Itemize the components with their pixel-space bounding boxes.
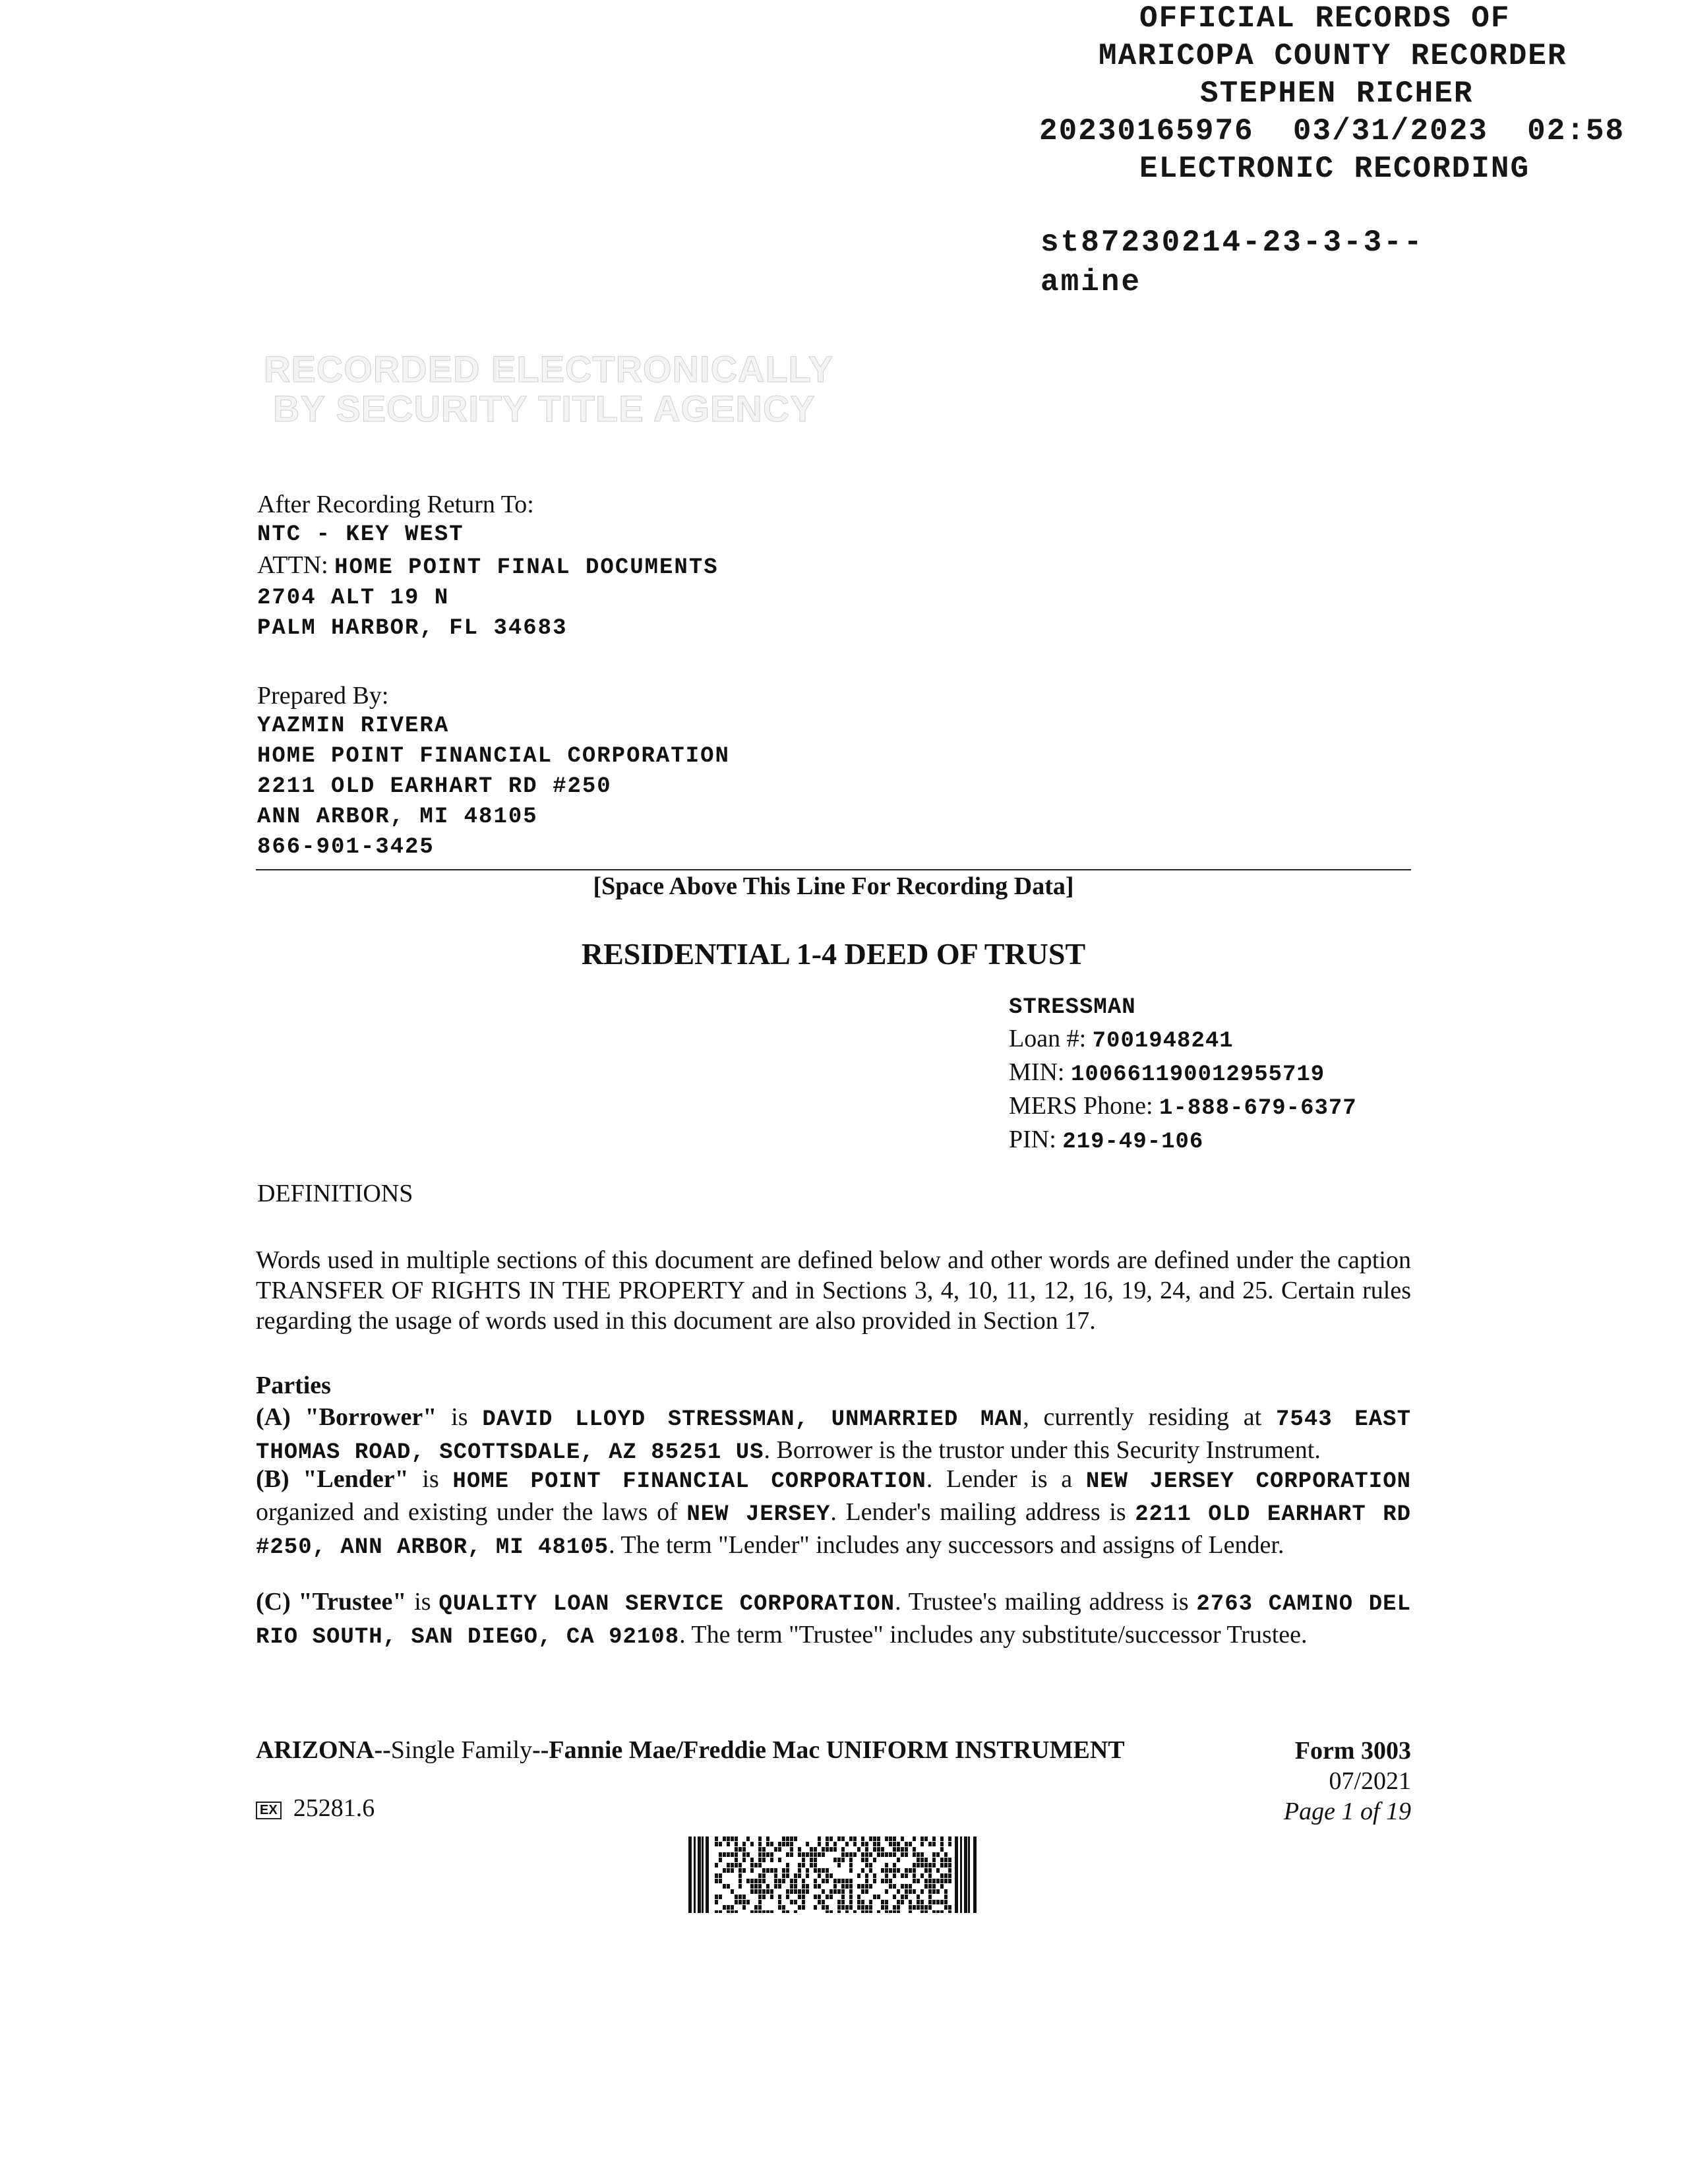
form-date: 07/2021 [1329, 1767, 1411, 1795]
text: -- [532, 1736, 549, 1764]
recording-header-line: MARICOPA COUNTY RECORDER [1099, 39, 1567, 73]
text: . Lender's mailing address is [830, 1498, 1135, 1526]
preparer-city-state-zip: ANN ARBOR, MI 48105 [257, 804, 538, 830]
page-number: Page 1 of 19 [1283, 1798, 1411, 1825]
attn-value: HOME POINT FINAL DOCUMENTS [334, 555, 719, 580]
lender-address: 2211 OLD EARHART RD #250, ANN ARBOR, MI 48105 [256, 1502, 1412, 1560]
text: organized and existing under the laws of [256, 1498, 687, 1526]
footer-family: Single Family [390, 1736, 533, 1764]
preparer-name: YAZMIN RIVERA [257, 713, 450, 739]
document-title: RESIDENTIAL 1-4 DEED OF TRUST [581, 937, 1086, 971]
text: . The term "Lender" includes any successors and assigns of Lender. [609, 1531, 1284, 1559]
document-id-line: st87230214-23-3-3-- [1040, 226, 1424, 260]
footer-form-title [256, 1736, 1125, 1765]
recording-number-line: 20230165976 03/31/2023 02:58 [1039, 114, 1625, 148]
loan-info-block [1009, 992, 1357, 1158]
lender-entity-type: NEW JERSEY CORPORATION [1085, 1469, 1412, 1494]
footer-instrument: Fannie Mae/Freddie Mac UNIFORM INSTRUMENT [549, 1736, 1125, 1764]
text: is [437, 1403, 483, 1431]
form-number: Form 3003 [1294, 1737, 1411, 1765]
parties-heading: Parties [256, 1372, 331, 1399]
prepared-by-block [257, 681, 730, 863]
borrower-name: DAVID LLOYD STRESSMAN, UNMARRIED MAN [482, 1407, 1023, 1432]
text: is [408, 1465, 453, 1493]
pin-number: 219-49-106 [1062, 1130, 1204, 1155]
space-above-label: [Space Above This Line For Recording Data] [593, 872, 1074, 900]
loan-number: 7001948241 [1092, 1029, 1234, 1054]
preparer-address: 2211 OLD EARHART RD #250 [257, 774, 612, 799]
min-label: MIN: [1009, 1058, 1071, 1086]
recording-header [1029, 0, 1662, 188]
footer-code: 25281.6 [293, 1794, 375, 1822]
return-to-name: NTC - KEY WEST [257, 522, 464, 547]
stamp-line: RECORDED ELECTRONICALLY [264, 348, 834, 390]
loan-number-label: Loan #: [1009, 1025, 1093, 1052]
borrower-address: 7543 EAST THOMAS ROAD, SCOTTSDALE, AZ 85251 US [256, 1407, 1411, 1465]
mers-phone: 1-888-679-6377 [1159, 1096, 1357, 1121]
recorded-electronically-stamp [264, 349, 833, 429]
return-to-address: 2704 ALT 19 N [257, 586, 450, 611]
return-to-heading: After Recording Return To: [257, 491, 534, 518]
recording-header-line: OFFICIAL RECORDS OF [1139, 1, 1511, 36]
text: . Trustee's mailing address is [895, 1588, 1197, 1616]
lender-name: HOME POINT FINANCIAL CORPORATION [452, 1469, 926, 1494]
lender-label: (B) "Lender" [256, 1465, 409, 1493]
min-number: 100661190012955719 [1070, 1062, 1325, 1087]
trustee-address: 2763 CAMINO DEL RIO SOUTH, SAN DIEGO, CA 92108 [256, 1592, 1411, 1650]
trustee-label: (C) "Trustee" [256, 1588, 407, 1616]
pin-label: PIN: [1009, 1126, 1063, 1153]
text: is [406, 1588, 439, 1616]
preparer-phone: 866-901-3425 [257, 835, 435, 860]
party-trustee [256, 1587, 1411, 1653]
footer-form-info [1226, 1736, 1411, 1827]
party-borrower [256, 1402, 1411, 1468]
trustee-name: QUALITY LOAN SERVICE CORPORATION [438, 1592, 895, 1617]
mers-phone-label: MERS Phone: [1009, 1092, 1160, 1120]
party-lender [256, 1464, 1411, 1563]
text: . Borrower is the trustor under this Security Instrument. [764, 1436, 1321, 1464]
attn-label: ATTN: [257, 551, 335, 579]
return-to-city-state-zip: PALM HARBOR, FL 34683 [257, 616, 568, 641]
lender-state: NEW JERSEY [686, 1502, 831, 1527]
recording-header-line: ELECTRONIC RECORDING [1139, 152, 1530, 186]
definitions-intro: Words used in multiple sections of this document are defined below and other words are defined under the caption TRANSFER OF RIGHTS IN THE PROPERTY and in Sections 3, 4, 10, 11, 12, 16, 19, 24, and 25. Certain rules regarding the usage of words used in this document are also provided in Section 17. [256, 1246, 1411, 1335]
barcode [688, 1836, 979, 1913]
text: . Lender is a [926, 1465, 1086, 1493]
stamp-line: BY SECURITY TITLE AGENCY [273, 388, 816, 429]
document-id [1040, 223, 1424, 302]
preparer-company: HOME POINT FINANCIAL CORPORATION [257, 744, 730, 769]
text: . The term "Trustee" includes any substitute/successor Trustee. [679, 1621, 1308, 1649]
text: -- [374, 1736, 391, 1764]
ex-badge-icon: EX [256, 1802, 282, 1819]
footer-state: ARIZONA [256, 1736, 375, 1764]
recording-data-divider [256, 869, 1411, 870]
document-id-line: amine [1040, 265, 1142, 299]
text: , currently residing at [1023, 1403, 1277, 1431]
return-to-block [257, 489, 719, 644]
borrower-last-name: STRESSMAN [1009, 995, 1136, 1020]
definitions-heading: DEFINITIONS [257, 1180, 413, 1207]
footer-code-row [256, 1794, 375, 1823]
recording-header-line: STEPHEN RICHER [1200, 76, 1474, 111]
prepared-by-heading: Prepared By: [257, 682, 389, 710]
borrower-label: (A) "Borrower" [256, 1403, 437, 1431]
